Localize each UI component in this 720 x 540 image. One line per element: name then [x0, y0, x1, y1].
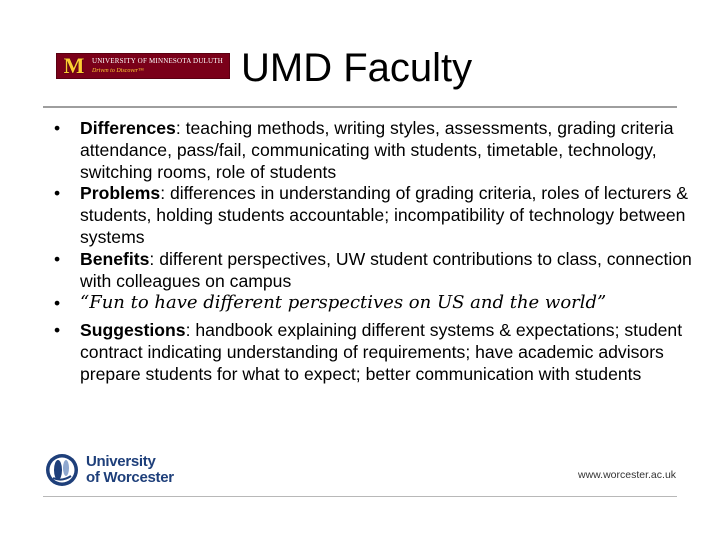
bullet-suggestions: [52, 320, 692, 385]
bullet-list: [52, 118, 692, 386]
quote-text: “Fun to have different perspectives on US and the world”: [80, 292, 607, 314]
bullet-dot: •: [54, 293, 61, 314]
worcester-logo-line1: University: [86, 453, 156, 471]
bullet-label: Differences: [80, 118, 176, 138]
bullet-text: : handbook explaining different systems & expectations; student contract indicating understanding of requirements; have academic advisors prepare students for what to expect; better communication with students: [80, 320, 683, 384]
bullet-problems: [52, 183, 692, 248]
umd-m-mark: M: [63, 53, 85, 78]
bullet-benefits: [52, 249, 692, 293]
bullet-quote: [52, 292, 692, 320]
bullet-dot: •: [54, 118, 61, 138]
footer-divider: [43, 496, 677, 497]
worcester-logo: [44, 450, 174, 490]
bullet-text: : different perspectives, UW student contributions to class, connection with colleagues on campus: [80, 248, 692, 291]
worcester-logo-line2: of Worcester: [86, 469, 174, 486]
bullet-dot: •: [54, 183, 61, 204]
title-divider: [43, 106, 677, 108]
footer-url: www.worcester.ac.uk: [578, 469, 677, 481]
slide-title: UMD Faculty: [241, 46, 473, 90]
worcester-emblem-icon: [44, 452, 80, 488]
bullet-label: Benefits: [80, 248, 150, 269]
umd-logo-name: UNIVERSITY OF MINNESOTA DULUTH: [92, 57, 223, 65]
umd-logo-tagline: Driven to Discover™: [92, 68, 144, 74]
bullet-dot: •: [54, 320, 61, 341]
bullet-label: Suggestions: [80, 320, 186, 341]
bullet-text: : teaching methods, writing styles, assessments, grading criteria attendance, pass/fail, communicating with students, timetable, technology, switching rooms, role of students: [80, 118, 674, 182]
umd-logo-text: [92, 58, 223, 74]
bullet-dot: •: [54, 248, 61, 269]
bullet-label: Problems: [80, 183, 161, 204]
bullet-differences: [52, 118, 692, 183]
bullet-text: : differences in understanding of grading criteria, roles of lecturers & students, holding students accountable; incompatibility of technology between systems: [80, 183, 688, 247]
worcester-logo-text: [86, 454, 174, 486]
umd-logo: [56, 53, 230, 79]
